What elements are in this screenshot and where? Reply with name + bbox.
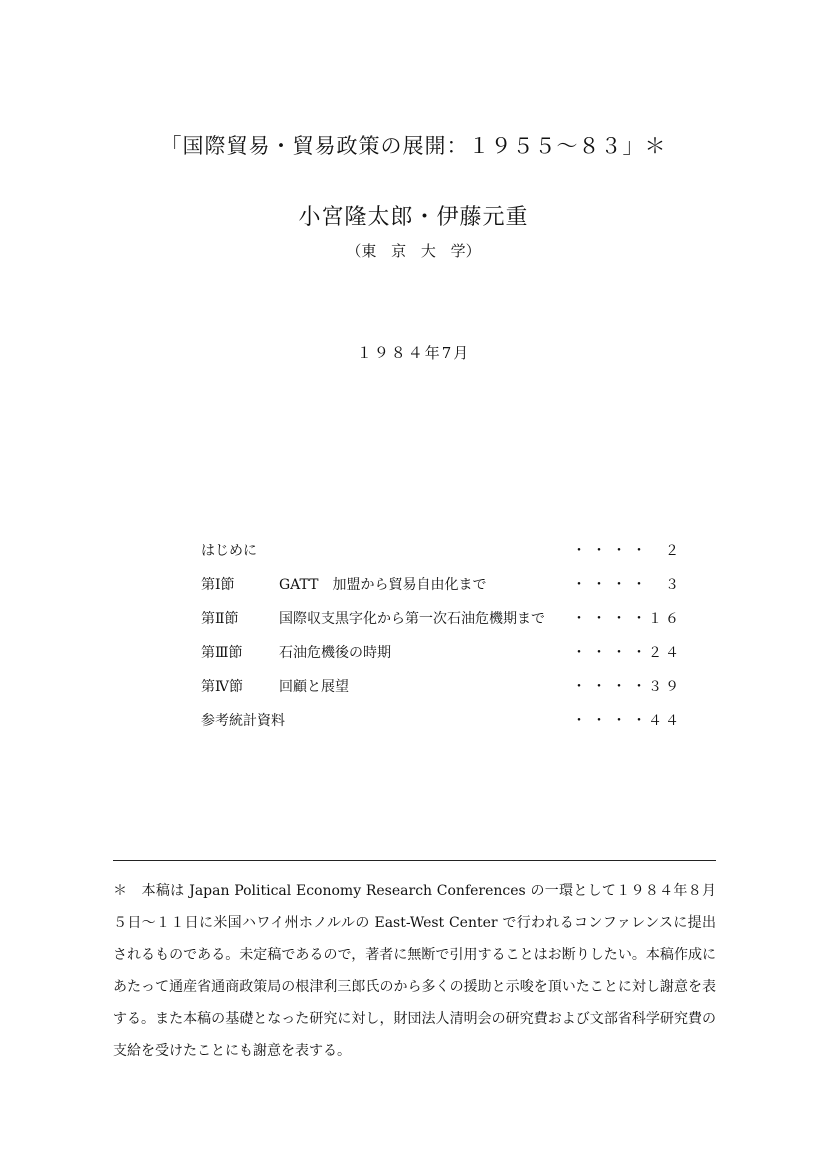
document-date: １９８４年7月 bbox=[356, 344, 471, 362]
toc-entry-page: ４４ bbox=[648, 713, 682, 729]
toc-leader-dots: ・・・・ bbox=[572, 679, 652, 695]
table-of-contents bbox=[201, 540, 686, 744]
toc-entry-title: GATT 加盟から貿易自由化まで bbox=[279, 577, 487, 593]
toc-entry-title: 参考統計資料 bbox=[201, 713, 285, 729]
toc-leader-dots: ・・・・ bbox=[572, 645, 652, 661]
toc-entry-section: 第Ⅲ節 bbox=[201, 645, 243, 661]
toc-entry-title: はじめに bbox=[201, 543, 257, 559]
toc-leader-dots: ・・・・ bbox=[572, 713, 652, 729]
toc-entry-page: ２４ bbox=[648, 645, 682, 661]
toc-entry-section-4 bbox=[201, 676, 686, 710]
toc-leader-dots: ・・・・ bbox=[572, 577, 652, 593]
document-title: 「国際貿易・貿易政策の展開：１９５５〜８３」＊ bbox=[160, 134, 667, 158]
toc-entry-section-1 bbox=[201, 574, 686, 608]
toc-entry-title: 回顧と展望 bbox=[279, 679, 349, 695]
toc-entry-section: 第Ⅳ節 bbox=[201, 679, 243, 695]
toc-entry-page: ３ bbox=[665, 577, 682, 593]
toc-entry-page: １６ bbox=[648, 611, 682, 627]
toc-entry-section-2 bbox=[201, 608, 686, 642]
footnote: ＊ 本稿は Japan Political Economy Research Conferences の一環として１９８４年８月５日〜１１日に米国ハワイ州ホノルルの East-West Center で行われるコンファレンスに提出されるものである。未定稿であるので，著者に無断で引用することはお断りしたい。本稿作成にあたって通産省通商政策局の根津利三郎氏のから多くの援助と示唆を頂いたことに対し謝意を表する。また本稿の基礎となった研究に対し，財団法人清明会の研究費および文部省科学研究費の支給を受けたことにも謝意を表する。 bbox=[113, 883, 716, 1059]
toc-leader-dots: ・・・・ bbox=[572, 543, 652, 559]
toc-entry-title: 石油危機後の時期 bbox=[279, 645, 391, 661]
toc-entry-page: ３９ bbox=[648, 679, 682, 695]
toc-entry-page: ２ bbox=[665, 543, 682, 559]
toc-entry-statistics bbox=[201, 710, 686, 744]
toc-entry-title: 国際収支黒字化から第一次石油危機期まで bbox=[279, 611, 545, 627]
footnote-divider bbox=[113, 860, 716, 861]
toc-entry-section-3 bbox=[201, 642, 686, 676]
toc-entry-introduction bbox=[201, 540, 686, 574]
document-affiliation: （東 京 大 学） bbox=[346, 242, 481, 260]
toc-leader-dots: ・・・・ bbox=[572, 611, 652, 627]
toc-entry-section: 第Ⅰ節 bbox=[201, 577, 235, 593]
document-authors: 小宮隆太郎・伊藤元重 bbox=[298, 205, 529, 230]
toc-entry-section: 第Ⅱ節 bbox=[201, 611, 239, 627]
